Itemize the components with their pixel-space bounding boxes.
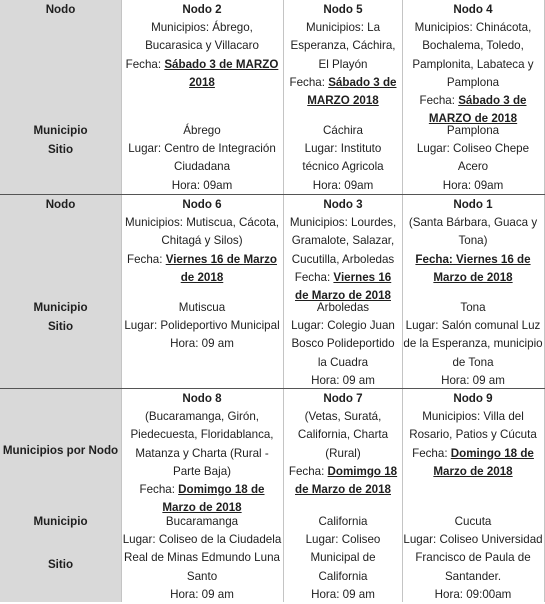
node-cell xyxy=(284,196,402,305)
fecha-line xyxy=(121,56,283,74)
municipios-text: Bucarasica y Villacaro xyxy=(145,39,259,53)
lugar-text: Acero xyxy=(457,160,489,174)
hora-text: Hora: 09 am xyxy=(170,587,234,601)
municipio-value: Cáchira xyxy=(323,124,363,137)
municipios-text: California, Charta xyxy=(297,428,389,442)
hora-text: Hora: 09am xyxy=(442,178,504,192)
lugar-text: la Cuadra xyxy=(317,355,369,369)
lugar-text: Lugar: Coliseo de la Ciudadela xyxy=(122,533,282,547)
node-cell xyxy=(121,1,283,92)
sitio-cell xyxy=(284,122,402,195)
lugar-text: California xyxy=(318,569,368,583)
fecha-line xyxy=(284,463,402,481)
lugar-text: Lugar: Polideportivo Municipal xyxy=(124,319,280,333)
municipios-text: Rosario, Patios y Cúcuta xyxy=(409,428,537,442)
lugar-text: Bosco Polideportido xyxy=(291,337,395,351)
sitio-cell xyxy=(403,122,543,195)
hora-text: Hora: 09am xyxy=(312,178,374,192)
node-cell xyxy=(284,1,402,110)
municipio-value: Mutiscua xyxy=(178,301,226,314)
table-block-1 xyxy=(0,0,545,194)
fecha-value: de Marzo de 2018 xyxy=(294,483,391,497)
node-title: Nodo 5 xyxy=(323,3,363,16)
municipios-text: (Santa Bárbara, Guaca y xyxy=(408,216,538,230)
fecha-label: Fecha: xyxy=(412,446,451,460)
node-title: Nodo 3 xyxy=(323,198,363,211)
municipios-text: Bochalema, Toledo, xyxy=(422,39,524,53)
row-label-municipio: Municipio xyxy=(33,301,88,314)
node-title: Nodo 9 xyxy=(453,392,493,405)
municipios-text: Gramalote, Salazar, xyxy=(291,234,395,248)
table-block-3 xyxy=(0,389,545,602)
fecha-value: Domimgo 18 xyxy=(327,464,398,478)
municipios-text: Cucutilla, Arboledas xyxy=(291,252,395,266)
municipios-text: Municipios: Lourdes, xyxy=(289,216,397,230)
municipios-text: Tona) xyxy=(458,234,488,248)
lugar-text: Francisco de Paula de xyxy=(415,551,531,565)
lugar-text: de Tona xyxy=(452,355,494,369)
lugar-text: Lugar: Coliseo Chepe xyxy=(416,142,530,156)
municipio-value: Bucaramanga xyxy=(165,515,239,528)
fecha-value: Sábado 3 de xyxy=(328,75,397,89)
sitio-cell xyxy=(284,299,402,390)
fecha-value: Sábado 3 de MARZO xyxy=(164,57,279,71)
lugar-text: Santo xyxy=(186,569,218,583)
municipio-value: California xyxy=(318,515,368,528)
lugar-text: Real de Minas Edmundo Luna xyxy=(124,551,280,565)
label-column xyxy=(0,195,121,388)
municipios-text: El Playón xyxy=(318,57,368,71)
sitio-cell xyxy=(284,513,402,604)
fecha-label: Fecha: xyxy=(419,94,459,108)
fecha-label: Fecha: xyxy=(289,75,329,89)
row-label-nodo: Nodo xyxy=(45,198,76,211)
node-cell xyxy=(403,390,543,481)
fecha-label: Fecha: xyxy=(139,483,179,497)
fecha-line xyxy=(403,92,543,110)
row-label-sitio: Sitio xyxy=(47,143,74,156)
sitio-cell xyxy=(121,122,283,195)
fecha-value: de Marzo de 2018 xyxy=(294,289,391,303)
hora-text: Hora: 09 am xyxy=(441,373,505,387)
fecha-line xyxy=(121,251,283,269)
municipios-text: Municipios: Chinácota, xyxy=(414,21,532,35)
fecha-value: Marzo de 2018 xyxy=(433,464,513,478)
municipios-text: (Bucaramanga, Girón, xyxy=(144,410,260,424)
node-cell xyxy=(403,1,543,128)
municipios-text: Pamplona xyxy=(446,75,500,89)
municipio-value: Pamplona xyxy=(446,124,500,137)
node-cell xyxy=(121,196,283,287)
row-label-municipio: Municipio xyxy=(33,515,88,528)
node-title: Nodo 1 xyxy=(453,198,493,211)
fecha-value: Viernes 16 de Marzo xyxy=(165,252,277,266)
lugar-text: Lugar: Coliseo Universidad xyxy=(403,533,543,547)
row-label-municipio: Municipio xyxy=(33,124,88,137)
fecha-value: Viernes 16 xyxy=(333,270,392,284)
hora-text: Hora: 09 am xyxy=(311,587,375,601)
municipio-value: Arboledas xyxy=(316,301,370,314)
fecha-value: Domimgo 18 de xyxy=(178,483,265,497)
municipios-text: Municipios: Mutiscua, Cácota, xyxy=(124,216,279,230)
fecha-value: Marzo de 2018 xyxy=(433,270,513,284)
lugar-text: Lugar: Centro de Integración xyxy=(128,142,276,156)
sitio-cell xyxy=(403,299,543,390)
row-label-municipios-por-nodo: Municipios por Nodo xyxy=(2,444,119,457)
fecha-label: Fecha: xyxy=(288,464,328,478)
lugar-text: técnico Agricola xyxy=(302,160,384,174)
municipios-text: Esperanza, Cáchira, xyxy=(290,39,396,53)
fecha-value: Sábado 3 de xyxy=(458,94,527,108)
lugar-text: Ciudadana xyxy=(173,160,231,174)
sitio-cell xyxy=(121,513,283,604)
municipios-text: Chitagá y Silos) xyxy=(161,234,243,248)
municipios-text: Municipios: La xyxy=(305,21,381,35)
municipios-text: Matanza y Charta (Rural - xyxy=(135,446,269,460)
node-title: Nodo 8 xyxy=(182,392,222,405)
lugar-text: Santander. xyxy=(444,569,502,583)
hora-text: Hora: 09 am xyxy=(311,373,375,387)
hora-text: Hora: 09:00am xyxy=(434,587,512,601)
sitio-cell xyxy=(403,513,543,604)
fecha-label: Fecha: xyxy=(125,57,165,71)
node-title: Nodo 6 xyxy=(182,198,222,211)
node-title: Nodo 7 xyxy=(323,392,363,405)
table-block-2 xyxy=(0,195,545,388)
fecha-line xyxy=(284,269,402,287)
sitio-cell xyxy=(121,299,283,354)
fecha-value: Marzo de 2018 xyxy=(162,501,242,515)
lugar-text: Municipal de xyxy=(310,551,376,565)
fecha-label: Fecha: xyxy=(294,270,334,284)
fecha-value: de 2018 xyxy=(180,270,224,284)
hora-text: Hora: 09 am xyxy=(170,337,234,351)
node-cell xyxy=(403,196,543,287)
fecha-value: MARZO de 2018 xyxy=(428,112,518,126)
municipios-text: (Vetas, Suratá, xyxy=(304,410,382,424)
hora-text: Hora: 09am xyxy=(171,178,233,192)
fecha-line xyxy=(121,481,283,499)
node-cell xyxy=(121,390,283,517)
municipio-value: Cucuta xyxy=(454,515,492,528)
fecha-line xyxy=(403,445,543,463)
fecha-value: Fecha: Viernes 16 de xyxy=(415,252,531,266)
lugar-text: Lugar: Colegio Juan xyxy=(291,319,395,333)
row-label-sitio: Sitio xyxy=(47,558,74,571)
node-title: Nodo 2 xyxy=(182,3,222,16)
municipios-text: Parte Baja) xyxy=(173,464,231,478)
municipios-text: Municipios: Villa del xyxy=(422,410,524,424)
municipios-text: Pamplonita, Labateca y xyxy=(412,57,534,71)
node-cell xyxy=(284,390,402,499)
municipio-value: Ábrego xyxy=(183,124,221,137)
municipios-text: Piedecuesta, Floridablanca, xyxy=(130,428,274,442)
fecha-value: Domingo 18 de xyxy=(450,446,534,460)
label-column xyxy=(0,0,121,194)
row-label-nodo: Nodo xyxy=(45,3,76,16)
lugar-text: Lugar: Salón comunal Luz xyxy=(405,319,541,333)
lugar-text: de la Esperanza, municipio xyxy=(403,337,543,351)
fecha-value: MARZO 2018 xyxy=(307,94,379,108)
fecha-line xyxy=(284,74,402,92)
fecha-value: 2018 xyxy=(189,75,215,89)
node-title: Nodo 4 xyxy=(453,3,493,16)
row-label-sitio: Sitio xyxy=(47,320,74,333)
lugar-text: Lugar: Instituto xyxy=(304,142,382,156)
municipios-text: Municipios: Ábrego, xyxy=(151,21,253,35)
municipios-text: (Rural) xyxy=(325,446,361,460)
lugar-text: Lugar: Coliseo xyxy=(305,533,381,547)
fecha-label: Fecha: xyxy=(127,252,166,266)
municipio-value: Tona xyxy=(460,301,486,314)
